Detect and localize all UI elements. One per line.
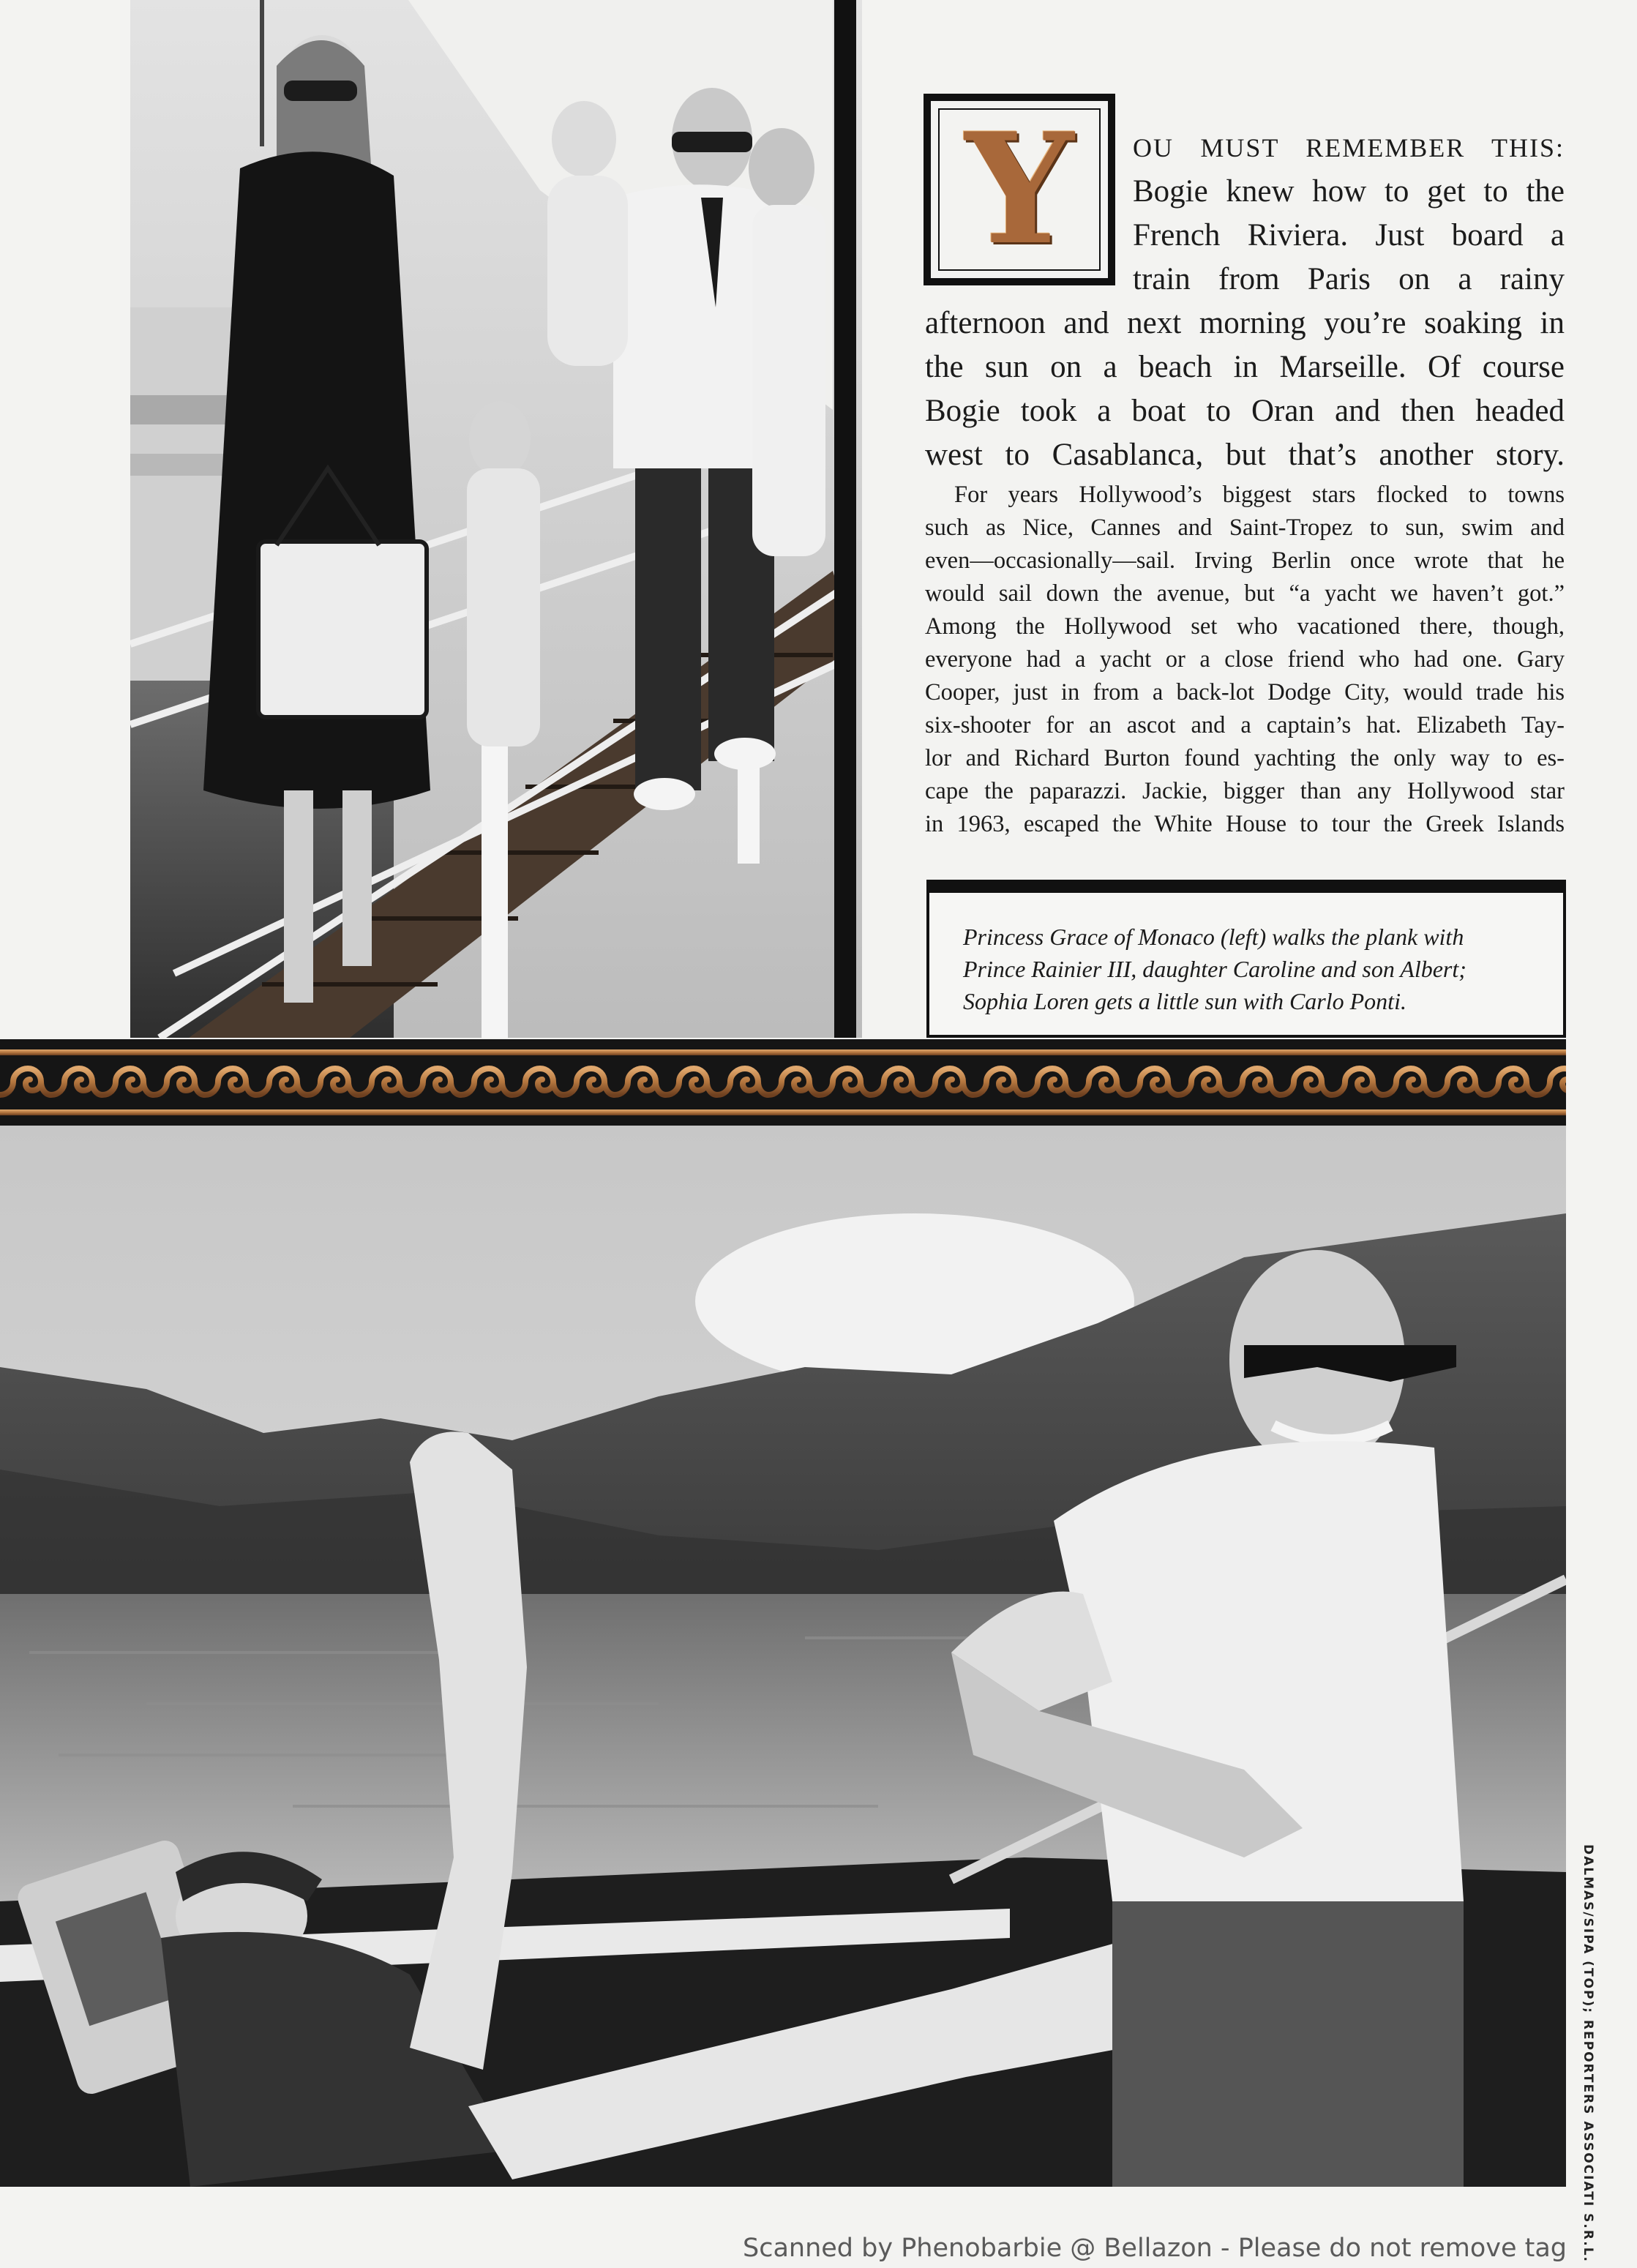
dropcap-frame	[924, 94, 1115, 285]
caption-box	[926, 880, 1566, 1038]
body-line: such as Nice, Cannes and Saint-Tropez to sun, swim and	[925, 514, 1565, 541]
caption-line: Sophia Loren gets a little sun with Carlo Ponti.	[963, 988, 1406, 1014]
lead-line: west to Casablanca, but that’s another story.	[925, 438, 1565, 472]
body-line: Among the Hollywood set who vacationed there, though,	[925, 613, 1565, 640]
dropcap-inner-frame	[938, 100, 1101, 279]
top-photo-yacht-gangway	[130, 0, 862, 1038]
lead-line: OU MUST REMEMBER THIS:	[1133, 133, 1565, 162]
body-line: six-shooter for an ascot and a captain’s hat. Elizabeth Tay-	[925, 712, 1565, 738]
scan-watermark-note: Scanned by Phenobarbie @ Bellazon - Please do not remove tag	[743, 2234, 1567, 2263]
body-line: would sail down the avenue, but “a yacht we haven’t got.”	[925, 580, 1565, 607]
body-line: For years Hollywood’s biggest stars flocked to towns	[954, 482, 1565, 508]
lead-line: the sun on a beach in Marseille. Of course	[925, 350, 1565, 384]
lead-line: train from Paris on a rainy	[1133, 262, 1565, 296]
body-line: Cooper, just in from a back-lot Dodge City, would trade his	[925, 679, 1565, 706]
dropcap-letter: Y	[964, 100, 1074, 279]
body-line: lor and Richard Burton found yachting the only way to es-	[925, 745, 1565, 771]
photo-credit: DALMAS/SIPA (TOP); REPORTERS ASSOCIATI S.R.L.	[1581, 1844, 1595, 2264]
top-photo-frame	[834, 0, 856, 1038]
caption-line: Princess Grace of Monaco (left) walks the plank with	[963, 924, 1464, 950]
greek-wave-band	[0, 1039, 1566, 1126]
lead-line: afternoon and next morning you’re soaking in	[925, 306, 1565, 340]
lead-line: French Riviera. Just board a	[1133, 218, 1565, 252]
lead-line: Bogie knew how to get to the	[1133, 174, 1565, 209]
bottom-photo-speedboat	[0, 1126, 1566, 2187]
body-line: everyone had a yacht or a close friend who had one. Gary	[925, 646, 1565, 673]
lead-line: Bogie took a boat to Oran and then headed	[925, 394, 1565, 428]
body-line: even—occasionally—sail. Irving Berlin once wrote that he	[925, 547, 1565, 574]
caption-line: Prince Rainier III, daughter Caroline and son Albert;	[963, 956, 1466, 982]
body-line: cape the paparazzi. Jackie, bigger than any Hollywood star	[925, 778, 1565, 804]
body-line: in 1963, escaped the White House to tour the Greek Islands	[925, 811, 1565, 837]
